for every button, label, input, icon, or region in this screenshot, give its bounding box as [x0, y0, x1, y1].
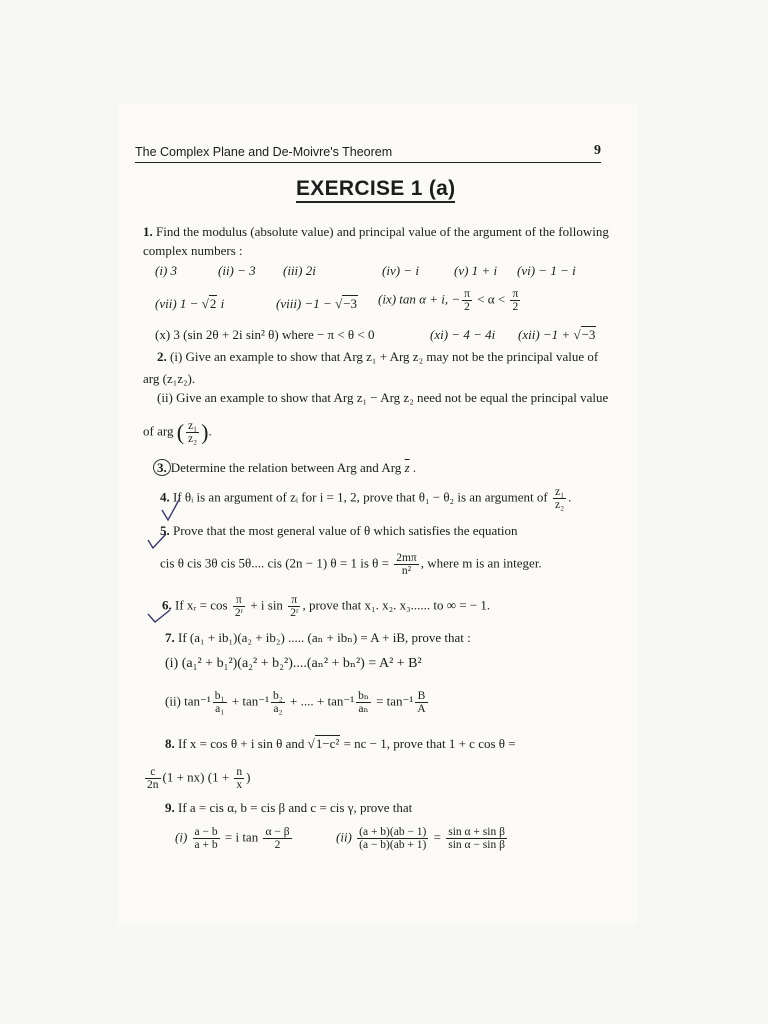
q4-line: 4. If θᵢ is an argument of zᵢ for i = 1, 2, prove that θ₁ − θ₂ is an argument of $\frac{\text{z₁}}{\text{z₂}}$ .	[160, 486, 572, 511]
chapter-title: The Complex Plane and De-Moivre's Theorem	[135, 145, 393, 159]
q7-part-ii: (ii) tan⁻¹ $\frac{\text{b₁}}{\text{a₁}}$ + tan⁻¹ $\frac{\text{b₂}}{\text{a₂}}$ + .... + tan⁻¹ $\frac{\text{bₙ}}{\text{aₙ}}$ = tan⁻¹ $\frac{B}{A}$	[165, 690, 426, 715]
q1-line1: 1. Find the modulus (absolute value) and principal value of the argument of the following	[143, 224, 609, 239]
q1-line2: complex numbers :	[143, 243, 243, 258]
page-number: 9	[594, 143, 601, 158]
q1-part-xii: (xii) −1 + √−3	[518, 327, 596, 342]
q1-part-vi: (vi) − 1 − i	[517, 263, 576, 278]
q1-part-v: (v) 1 + i	[454, 263, 498, 278]
pen-tick-mark-icon	[146, 606, 172, 626]
q9-part-ii: (ii) $\frac{(a + b)(ab - 1)}{(a - b)(ab + 1)}$ = $\frac{\text{sin α + sin β}}{\text{sin α − sin β}}$	[336, 826, 505, 851]
q3-line: 3. Determine the relation between Arg and Arg $\overline{z}$ .	[153, 460, 416, 476]
pen-tick-mark-icon	[146, 530, 168, 552]
q2-line2: arg (z₁z₂).	[143, 371, 196, 386]
q1-part-ii: (ii) − 3	[218, 263, 256, 278]
q1-part-i: (i) 3	[155, 263, 178, 278]
q1-part-ix: (ix) tan α + i, − $\frac{\pi}{2}$ < α < $\frac{\pi}{2}$	[378, 288, 519, 313]
q1-part-x: (x) 3 (sin 2θ + 2i sin² θ) where − π < θ < 0	[155, 327, 375, 342]
q9-line1: 9. If a = cis α, b = cis β and c = cis γ, prove that	[165, 800, 413, 815]
q1-part-xi: (xi) − 4 − 4i	[430, 327, 496, 342]
q2-line3: (ii) Give an example to show that Arg z₁ − Arg z₂ need not be equal the principal value	[157, 390, 609, 405]
page-header	[135, 142, 601, 163]
q5-line2: cis θ cis 3θ cis 5θ.... cis (2n − 1) θ = 1 is θ = $\frac{2m\pi}{\text{n²}}$ , where m is an integer.	[160, 552, 542, 577]
q2-line4: of arg ( $\frac{\text{z₁}}{\text{z₂}}$ ).	[143, 419, 212, 445]
q8-line1: 8. If x = cos θ + i sin θ and √1−c² = nc − 1, prove that 1 + c cos θ =	[165, 736, 516, 751]
q2-line1: 2. (i) Give an example to show that Arg z₁ + Arg z₂ may not be the principal value of	[157, 349, 599, 364]
q7-part-i: (i) (a₁² + b₁²)(a₂² + b₂²)....(aₙ² + bₙ²) = A² + B²	[165, 656, 422, 671]
q8-line2: $\frac{c}{2n}$ (1 + nx) (1 + $\frac{n}{x}$ )	[147, 766, 251, 791]
pen-tick-mark-icon	[160, 496, 182, 524]
exercise-title: EXERCISE 1 (a)	[296, 177, 455, 203]
q1-part-iii: (iii) 2i	[283, 263, 316, 278]
q1-part-viii: (viii) −1 − √−3	[276, 296, 358, 311]
q5-line1: 5. Prove that the most general value of θ which satisfies the equation	[160, 523, 518, 538]
q7-line1: 7. If (a₁ + ib₁)(a₂ + ib₂) ..... (aₙ + ibₙ) = A + iB, prove that :	[165, 630, 471, 645]
q6-line: 6. If xᵣ = cos $\frac{\pi}{\text{2ʳ}}$ + i sin $\frac{\pi}{\text{2ʳ}}$ , prove that x₁. x₂. x₃...... to ∞ = − 1.	[162, 594, 491, 619]
q1-part-vii: (vii) 1 − √2 i	[155, 296, 225, 311]
q9-part-i: (i) $\frac{a - b}{a + b}$ = i tan $\frac{\alpha - \beta}{2}$	[175, 826, 290, 851]
q1-part-iv: (iv) − i	[382, 263, 419, 278]
